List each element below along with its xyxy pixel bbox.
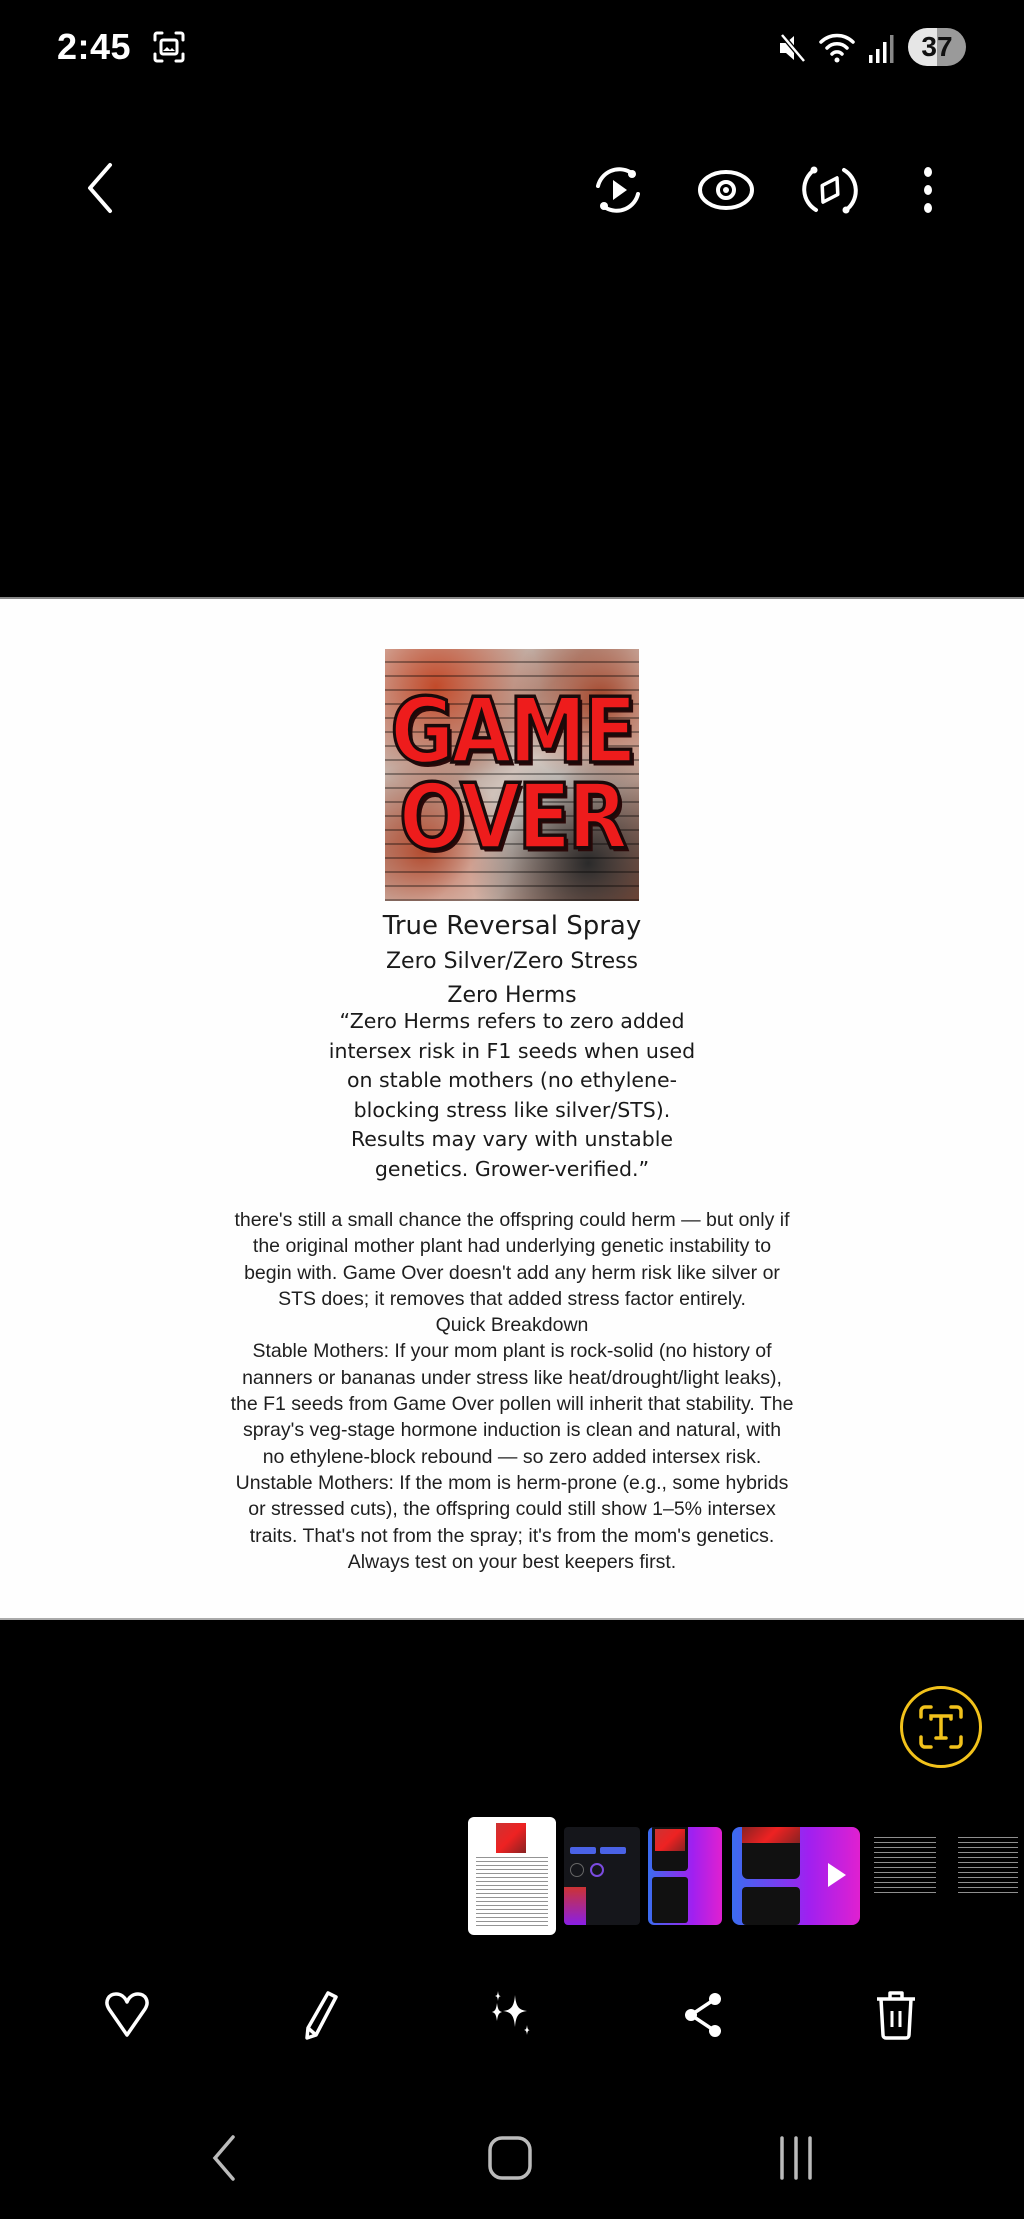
status-time: 2:45 (57, 26, 132, 67)
quote-line: intersex risk in F1 seeds when used (328, 1038, 696, 1063)
body-line: Unstable Mothers: If the mom is herm-prone (e.g., some hybrids (235, 1471, 789, 1494)
photo-action-bar (0, 1975, 1024, 2055)
back-button[interactable] (70, 158, 130, 218)
nav-recents-icon (776, 2135, 816, 2181)
system-home-button[interactable] (480, 2128, 540, 2188)
product-subtitle-1: Zero Silver/Zero Stress (385, 949, 639, 974)
more-vertical-icon (922, 166, 934, 214)
poster-word-1: GAME (390, 680, 634, 784)
thumbnail-2[interactable] (564, 1827, 640, 1925)
system-back-button[interactable] (195, 2128, 255, 2188)
text-extract-icon (917, 1703, 965, 1751)
view-button[interactable] (694, 158, 758, 222)
system-navigation-bar (0, 2120, 1024, 2200)
remaster-button[interactable] (798, 158, 862, 222)
more-options-button[interactable] (910, 158, 946, 222)
body-line: spray's veg-stage hormone induction is clean and natural, with (242, 1419, 782, 1442)
share-button[interactable] (673, 1985, 733, 2045)
play-icon (828, 1863, 846, 1887)
nav-home-icon (487, 2135, 533, 2181)
game-over-graffiti-image (385, 649, 639, 901)
enhance-button[interactable] (481, 1985, 541, 2045)
body-line: nanners or bananas under stress like heat/drought/light leaks), (242, 1366, 782, 1389)
status-bar (0, 0, 1024, 100)
sparkles-icon (485, 1989, 537, 2041)
quote-line: genetics. Grower-verified.” (374, 1156, 650, 1181)
body-line: traits. That's not from the spray; it's from the mom's genetics. (249, 1524, 775, 1547)
body-line: Stable Mothers: If your mom plant is rock-solid (no history of (252, 1340, 772, 1363)
body-line: there's still a small chance the offspring could herm — but only if (234, 1209, 790, 1231)
extract-text-button[interactable] (900, 1686, 982, 1768)
nav-back-icon (211, 2135, 239, 2181)
chevron-left-icon (82, 162, 118, 214)
body-line: STS does; it removes that added stress factor entirely. (278, 1287, 746, 1310)
delete-button[interactable] (866, 1985, 926, 2045)
battery-indicator (908, 28, 966, 66)
quote-line: blocking stress like silver/STS). (353, 1097, 671, 1122)
body-line: the F1 seeds from Game Over pollen will inherit that stability. The (230, 1393, 794, 1416)
edit-button[interactable] (289, 1985, 349, 2045)
body-line: the original mother plant had underlying genetic instability to (252, 1235, 772, 1258)
viewer-top-bar (0, 140, 1024, 240)
section-heading: Quick Breakdown (435, 1314, 589, 1337)
share-icon (681, 1991, 725, 2039)
thumbnail-6[interactable] (952, 1827, 1024, 1925)
motion-photo-button[interactable] (586, 158, 650, 222)
photo-content[interactable] (0, 597, 1024, 1620)
thumbnail-1-selected[interactable] (468, 1817, 556, 1935)
screen-capture-icon (152, 30, 186, 64)
eye-icon (696, 168, 756, 212)
thumbnail-5[interactable] (868, 1827, 942, 1925)
thumbnail-filmstrip[interactable] (0, 1812, 1024, 1942)
mute-icon (776, 31, 810, 65)
thumbnail-4-video[interactable] (732, 1827, 860, 1925)
body-line: begin with. Game Over doesn't add any herm risk like silver or (244, 1261, 780, 1284)
trash-icon (874, 1989, 918, 2041)
quote-line: on stable mothers (no ethylene- (346, 1068, 678, 1092)
quote-line: “Zero Herms refers to zero added (339, 1009, 685, 1033)
product-title: True Reversal Spray (382, 911, 642, 941)
body-text (196, 1207, 828, 1575)
battery-level: 37 (921, 31, 953, 62)
motion-play-icon (590, 162, 646, 218)
poster-word-2: OVER (399, 766, 625, 870)
body-line: Always test on your best keepers first. (347, 1550, 677, 1573)
signal-icon (868, 33, 896, 63)
system-recents-button[interactable] (766, 2128, 826, 2188)
heart-icon (101, 1991, 153, 2039)
product-subtitle-2: Zero Herms (447, 983, 577, 1008)
quote-line: Results may vary with unstable (350, 1127, 674, 1151)
remaster-icon (802, 162, 858, 218)
body-line: no ethylene-block rebound — so zero added intersex risk. (262, 1445, 762, 1468)
wifi-icon (818, 30, 856, 64)
disclaimer-quote (312, 1007, 712, 1184)
thumbnail-3[interactable] (648, 1827, 722, 1925)
pencil-icon (294, 1990, 344, 2040)
favorite-button[interactable] (97, 1985, 157, 2045)
body-line: or stressed cuts), the offspring could still show 1–5% intersex (248, 1498, 776, 1521)
